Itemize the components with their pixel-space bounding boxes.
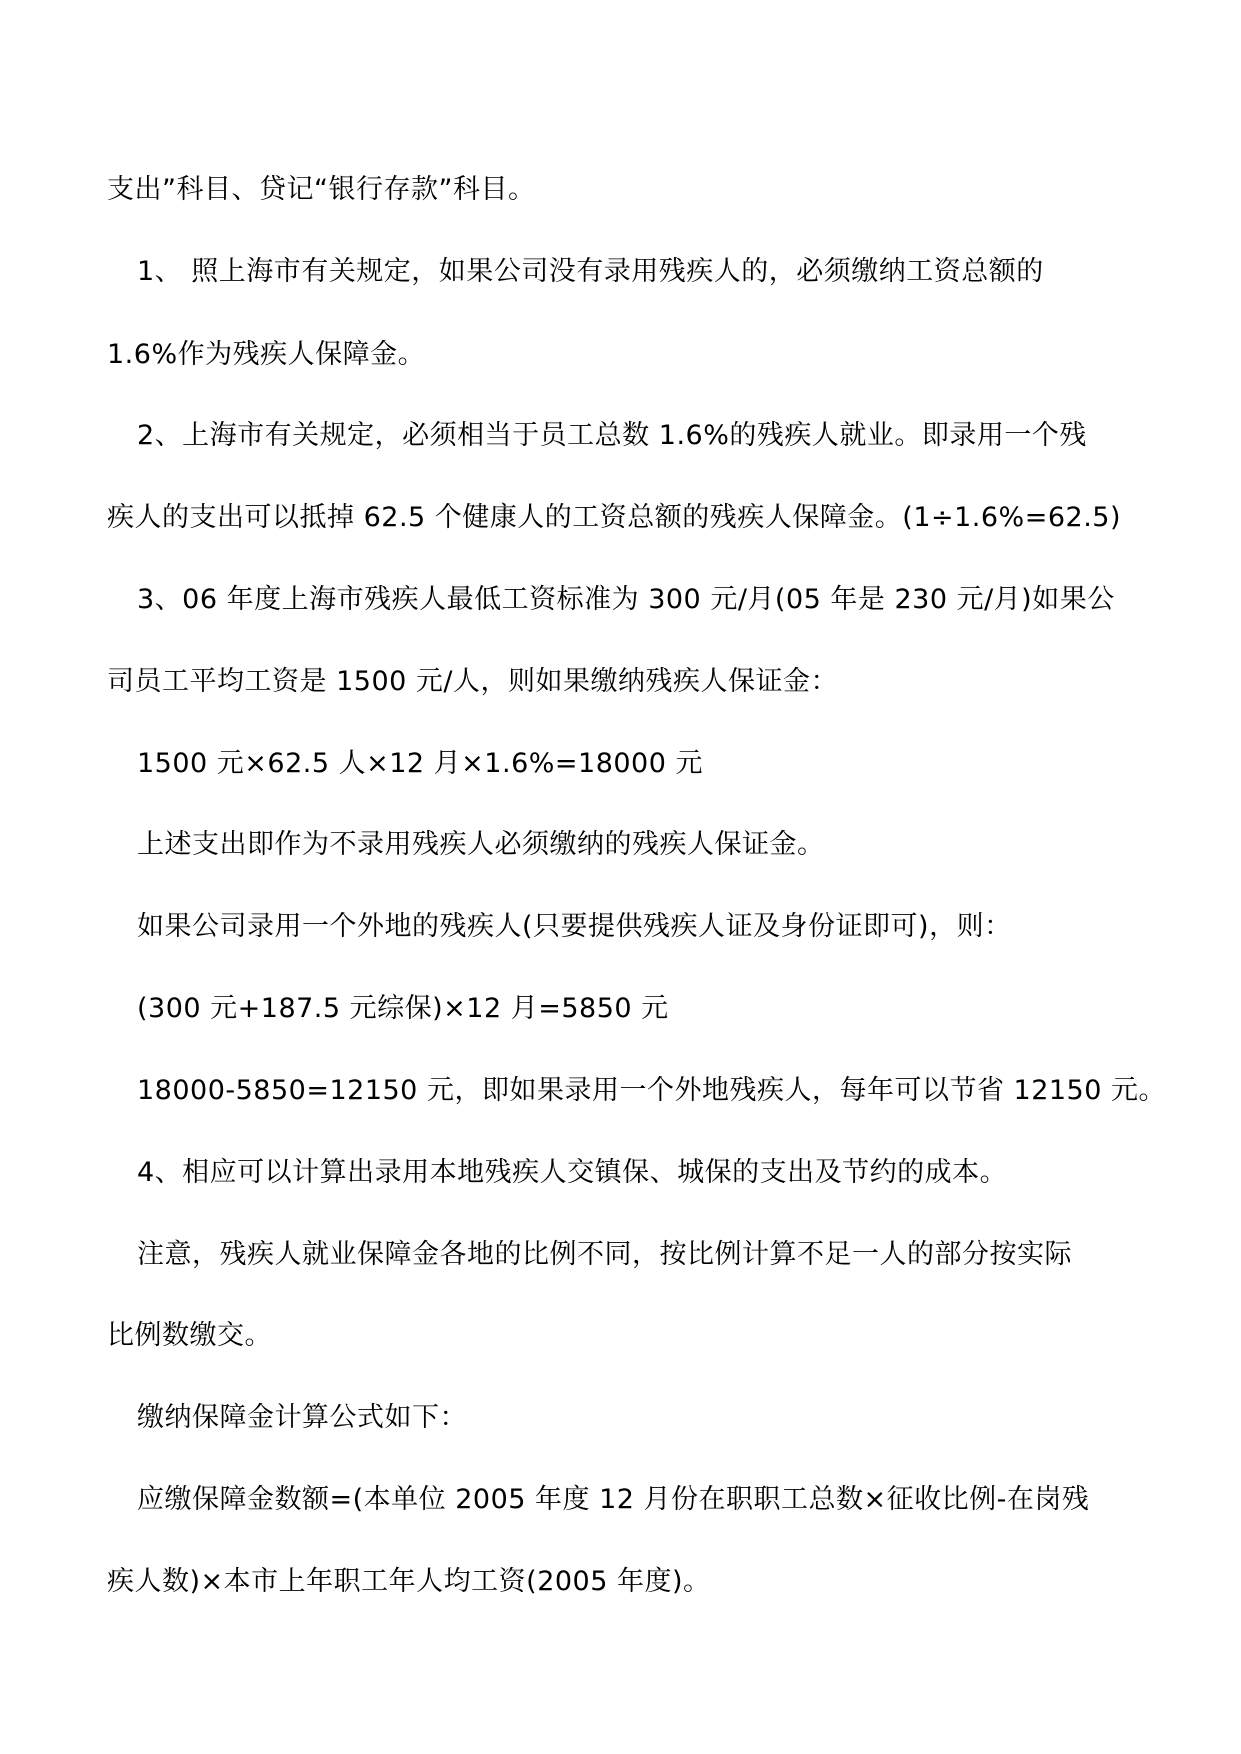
- text-line: 缴纳保障金计算公式如下：: [137, 1402, 467, 1433]
- text-line: 注意，残疾人就业保障金各地的比例不同，按比例计算不足一人的部分按实际: [137, 1239, 1072, 1270]
- formula-line: 1500 元×62.5 人×12 月×1.6%=18000 元: [137, 748, 703, 779]
- text-line: 疾人的支出可以抵掉 62.5 个健康人的工资总额的残疾人保障金。(1÷1.6%=62.5): [107, 502, 1121, 533]
- text-line: 3、06 年度上海市残疾人最低工资标准为 300 元/月(05 年是 230 元/月)如果公: [137, 584, 1115, 615]
- text-line: 18000-5850=12150 元，即如果录用一个外地残疾人，每年可以节省 12150 元。: [137, 1075, 1166, 1106]
- text-line: 2、上海市有关规定，必须相当于员工总数 1.6%的残疾人就业。即录用一个残: [137, 420, 1087, 451]
- text-line: 4、相应可以计算出录用本地残疾人交镇保、城保的支出及节约的成本。: [137, 1157, 1008, 1188]
- text-line: 上述支出即作为不录用残疾人必须缴纳的残疾人保证金。: [137, 829, 825, 860]
- text-line: 疾人数)×本市上年职工年人均工资(2005 年度)。: [107, 1566, 711, 1597]
- text-line: 1、 照上海市有关规定，如果公司没有录用残疾人的，必须缴纳工资总额的: [137, 256, 1044, 287]
- text-line: 支出”科目、贷记“银行存款”科目。: [107, 174, 536, 205]
- formula-line: 应缴保障金数额=(本单位 2005 年度 12 月份在职职工总数×征收比例-在岗残: [137, 1484, 1090, 1515]
- formula-line: (300 元+187.5 元综保)×12 月=5850 元: [137, 993, 669, 1024]
- text-line: 比例数缴交。: [107, 1320, 272, 1351]
- text-line: 1.6%作为残疾人保障金。: [107, 339, 426, 370]
- text-line: 如果公司录用一个外地的残疾人(只要提供残疾人证及身份证即可)，则：: [137, 911, 1012, 942]
- text-line: 司员工平均工资是 1500 元/人，则如果缴纳残疾人保证金：: [107, 666, 838, 697]
